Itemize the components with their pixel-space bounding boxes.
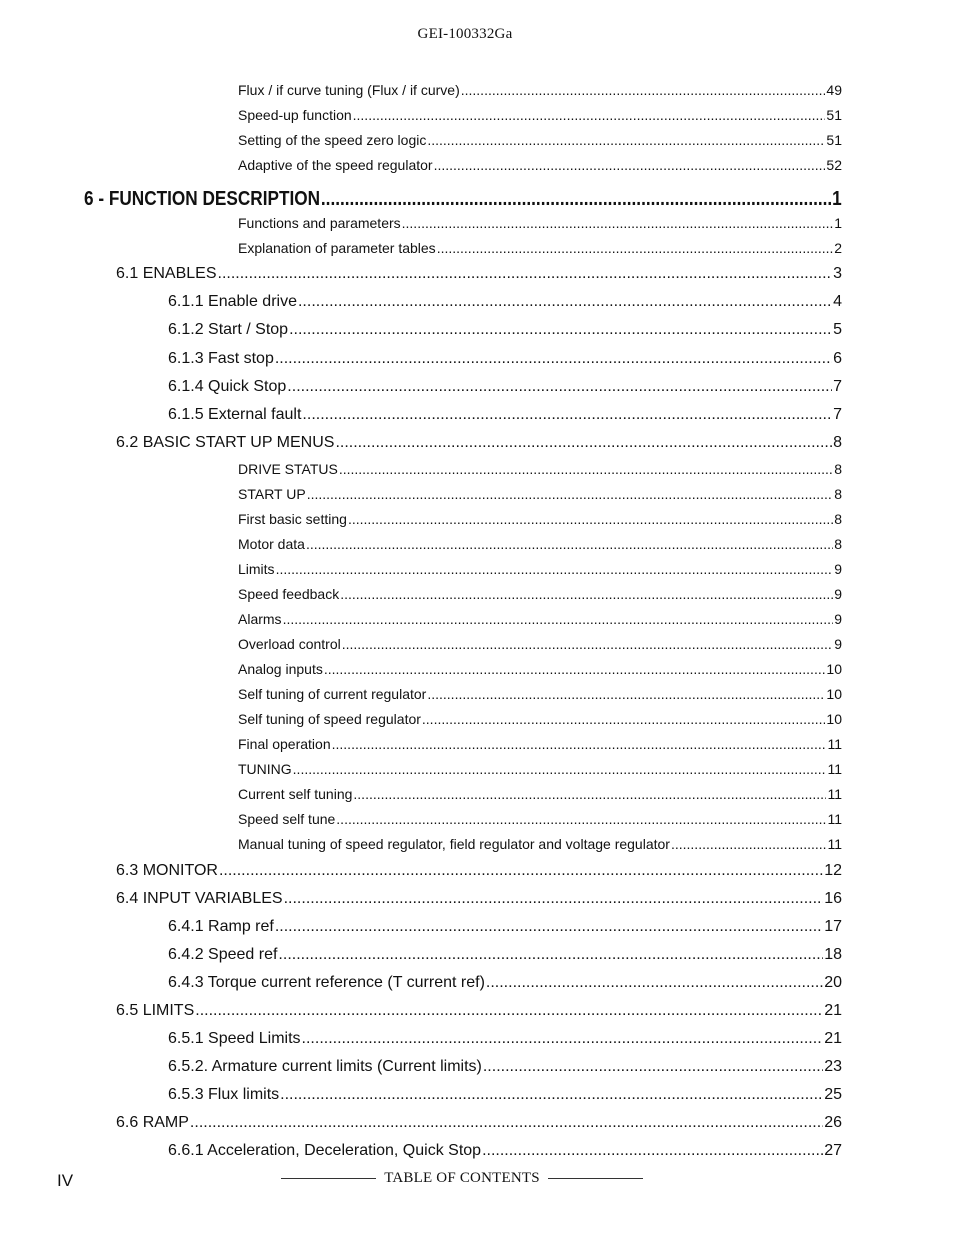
toc-entry-label: Speed-up function (238, 107, 352, 123)
toc-entry-page: 9 (834, 611, 842, 627)
toc-entry[interactable] (238, 215, 842, 235)
toc-entry-page: 18 (824, 946, 842, 963)
toc-entry-label: Analog inputs (238, 661, 323, 677)
toc-entry-page: 11 (827, 836, 842, 852)
toc-entry-label: Alarms (238, 611, 282, 627)
toc-entry-page: 8 (834, 536, 842, 552)
toc-entry[interactable] (238, 811, 842, 831)
toc-entry-label: 6.1.1 Enable drive (168, 293, 297, 310)
toc-entry[interactable] (238, 536, 842, 556)
toc-leader-dots (195, 1002, 823, 1020)
toc-entry[interactable] (116, 434, 842, 456)
toc-entry[interactable] (238, 686, 842, 706)
toc-entry[interactable] (116, 1002, 842, 1024)
toc-leader-dots (321, 188, 831, 211)
toc-entry[interactable] (168, 1142, 842, 1164)
toc-leader-dots (324, 661, 826, 677)
toc-leader-dots (434, 157, 826, 173)
toc-entry-label: 6.6 RAMP (116, 1114, 189, 1131)
toc-entry-page: 5 (833, 321, 842, 338)
toc-entry-label: 6.4 INPUT VARIABLES (116, 890, 283, 907)
toc-leader-dots (276, 561, 834, 577)
toc-entry[interactable] (238, 511, 842, 531)
toc-leader-dots (482, 1142, 823, 1160)
toc-entry-label: Adaptive of the speed regulator (238, 157, 433, 173)
toc-leader-dots (190, 1114, 823, 1132)
toc-entry-label: Overload control (238, 636, 341, 652)
toc-entry-page: 51 (826, 132, 842, 148)
toc-entry-label: 6.3 MONITOR (116, 862, 218, 879)
toc-entry-label: Flux / if curve tuning (Flux / if curve) (238, 82, 460, 98)
toc-entry-page: 10 (826, 686, 842, 702)
toc-entry[interactable] (168, 321, 842, 343)
toc-entry-page: 25 (824, 1086, 842, 1103)
toc-entry-page: 11 (827, 786, 842, 802)
toc-entry-label: First basic setting (238, 511, 347, 527)
toc-entry-page: 21 (824, 1030, 842, 1047)
toc-entry-label: 6.1.3 Fast stop (168, 350, 274, 367)
toc-leader-dots (483, 1058, 823, 1076)
toc-entry[interactable] (238, 132, 842, 152)
toc-entry-label: 6.5.2. Armature current limits (Current limits) (168, 1058, 482, 1075)
toc-entry-page: 8 (834, 486, 842, 502)
toc-entry-label: DRIVE STATUS (238, 461, 338, 477)
toc-entry-label: Current self tuning (238, 786, 353, 802)
toc-leader-dots (353, 107, 826, 123)
toc-leader-dots (336, 811, 826, 827)
toc-entry-page: 9 (834, 636, 842, 652)
toc-entry[interactable] (168, 946, 842, 968)
toc-entry-label: Functions and parameters (238, 215, 401, 231)
toc-leader-dots (280, 1086, 823, 1104)
toc-entry-page: 8 (833, 434, 842, 451)
toc-entry-label: Motor data (238, 536, 305, 552)
toc-entry[interactable] (238, 240, 842, 260)
toc-entry-label: 6.4.3 Torque current reference (T current ref) (168, 974, 485, 991)
toc-entry-label: 6.1.4 Quick Stop (168, 378, 287, 395)
toc-entry-page: 12 (824, 862, 842, 879)
toc-leader-dots (461, 82, 826, 98)
toc-leader-dots (219, 862, 823, 880)
toc-entry-label: Self tuning of current regulator (238, 686, 427, 702)
toc-entry-label: 6.5.3 Flux limits (168, 1086, 280, 1103)
toc-leader-dots (275, 918, 823, 936)
toc-chapter-entry[interactable] (84, 188, 842, 214)
toc-entry-page: 10 (826, 711, 842, 727)
toc-entry-label: Self tuning of speed regulator (238, 711, 421, 727)
toc-entry[interactable] (238, 711, 842, 731)
footer-rule-left (281, 1178, 376, 1179)
toc-entry[interactable] (238, 82, 842, 102)
toc-entry-page: 11 (827, 736, 842, 752)
toc-entry-label: Final operation (238, 736, 331, 752)
toc-entry[interactable] (168, 1086, 842, 1108)
toc-entry-page: 3 (833, 265, 842, 282)
toc-entry-page: 8 (834, 461, 842, 477)
toc-leader-dots (278, 946, 823, 964)
toc-entry-label: 6.5.1 Speed Limits (168, 1030, 301, 1047)
toc-leader-dots (353, 786, 826, 802)
toc-entry[interactable] (238, 611, 842, 631)
toc-entry[interactable] (238, 786, 842, 806)
toc-leader-dots (671, 836, 826, 852)
toc-leader-dots (293, 761, 827, 777)
toc-leader-dots (402, 215, 834, 231)
toc-leader-dots (306, 536, 833, 552)
toc-entry-page: 6 (833, 350, 842, 367)
toc-entry-page: 23 (824, 1058, 842, 1075)
toc-entry[interactable] (238, 836, 842, 856)
toc-entry-page: 2 (834, 240, 842, 256)
toc-entry[interactable] (238, 486, 842, 506)
toc-leader-dots (302, 406, 832, 424)
toc-leader-dots (289, 321, 832, 339)
toc-leader-dots (427, 132, 825, 148)
footer-section-title (281, 1170, 643, 1187)
toc-entry-page: 8 (834, 511, 842, 527)
toc-entry-page: 1 (832, 188, 842, 210)
toc-leader-dots (339, 461, 833, 477)
toc-entry[interactable] (238, 761, 842, 781)
toc-entry[interactable] (168, 293, 842, 315)
toc-entry-page: 9 (834, 561, 842, 577)
toc-entry-label: TUNING (238, 761, 292, 777)
toc-entry-page: 49 (826, 82, 842, 98)
toc-entry[interactable] (168, 406, 842, 428)
toc-entry-page: 4 (833, 293, 842, 310)
toc-entry-page: 1 (834, 215, 842, 231)
toc-entry-label: 6 - FUNCTION DESCRIPTION (84, 188, 321, 210)
toc-leader-dots (427, 686, 825, 702)
toc-entry[interactable] (116, 862, 842, 884)
toc-leader-dots (422, 711, 826, 727)
toc-entry[interactable] (238, 107, 842, 127)
toc-leader-dots (302, 1030, 824, 1048)
toc-entry[interactable] (238, 661, 842, 681)
toc-entry[interactable] (238, 586, 842, 606)
toc-entry-label: Manual tuning of speed regulator, field regulator and voltage regulator (238, 836, 670, 852)
toc-entry[interactable] (168, 1030, 842, 1052)
toc-entry[interactable] (168, 350, 842, 372)
footer-title-text: TABLE OF CONTENTS (384, 1170, 540, 1186)
toc-entry-page: 21 (824, 1002, 842, 1019)
toc-entry[interactable] (238, 636, 842, 656)
toc-entry-label: Setting of the speed zero logic (238, 132, 427, 148)
toc-entry[interactable] (168, 918, 842, 940)
toc-entry[interactable] (168, 378, 842, 400)
toc-leader-dots (307, 486, 834, 502)
toc-leader-dots (486, 974, 823, 992)
toc-entry-label: 6.4.1 Ramp ref (168, 918, 274, 935)
page-number: IV (57, 1171, 74, 1190)
toc-leader-dots (342, 636, 833, 652)
toc-entry-label: Speed self tune (238, 811, 336, 827)
toc-entry-page: 17 (824, 918, 842, 935)
toc-entry[interactable] (168, 974, 842, 996)
toc-entry-page: 26 (824, 1114, 842, 1131)
toc-entry[interactable] (168, 1058, 842, 1080)
toc-entry-page: 7 (833, 378, 842, 395)
toc-leader-dots (437, 240, 834, 256)
toc-leader-dots (332, 736, 827, 752)
toc-entry-page: 11 (827, 761, 842, 777)
toc-entry-label: 6.5 LIMITS (116, 1002, 195, 1019)
toc-leader-dots (275, 350, 832, 368)
toc-entry-page: 10 (826, 661, 842, 677)
toc-entry-label: Speed feedback (238, 586, 340, 602)
toc-leader-dots (283, 611, 834, 627)
toc-leader-dots (340, 586, 833, 602)
toc-entry-page: 52 (826, 157, 842, 173)
toc-entry[interactable] (238, 157, 842, 177)
toc-entry-page: 16 (824, 890, 842, 907)
toc-entry-label: 6.6.1 Acceleration, Deceleration, Quick Stop (168, 1142, 482, 1159)
toc-leader-dots (348, 511, 833, 527)
toc-entry-page: 9 (834, 586, 842, 602)
toc-entry-page: 51 (826, 107, 842, 123)
document-id-header: GEI-100332Ga (417, 26, 513, 42)
toc-entry[interactable] (116, 1114, 842, 1136)
toc-entry[interactable] (238, 736, 842, 756)
toc-entry-label: 6.4.2 Speed ref (168, 946, 278, 963)
toc-leader-dots (335, 434, 832, 452)
toc-entry[interactable] (238, 561, 842, 581)
toc-entry[interactable] (116, 890, 842, 912)
toc-leader-dots (284, 890, 824, 908)
toc-entry-label: 6.1 ENABLES (116, 265, 217, 282)
toc-entry[interactable] (238, 461, 842, 481)
toc-entry-page: 7 (833, 406, 842, 423)
toc-entry-page: 27 (824, 1142, 842, 1159)
toc-entry-page: 11 (827, 811, 842, 827)
toc-entry-label: Explanation of parameter tables (238, 240, 436, 256)
toc-entry-label: Limits (238, 561, 275, 577)
toc-entry-label: 6.1.5 External fault (168, 406, 302, 423)
toc-entry-label: 6.2 BASIC START UP MENUS (116, 434, 335, 451)
toc-leader-dots (218, 265, 833, 283)
toc-leader-dots (287, 378, 832, 396)
toc-leader-dots (298, 293, 832, 311)
footer-rule-right (548, 1178, 643, 1179)
toc-entry-label: 6.1.2 Start / Stop (168, 321, 289, 338)
toc-entry-page: 20 (824, 974, 842, 991)
toc-entry[interactable] (116, 265, 842, 287)
toc-entry-label: START UP (238, 486, 306, 502)
